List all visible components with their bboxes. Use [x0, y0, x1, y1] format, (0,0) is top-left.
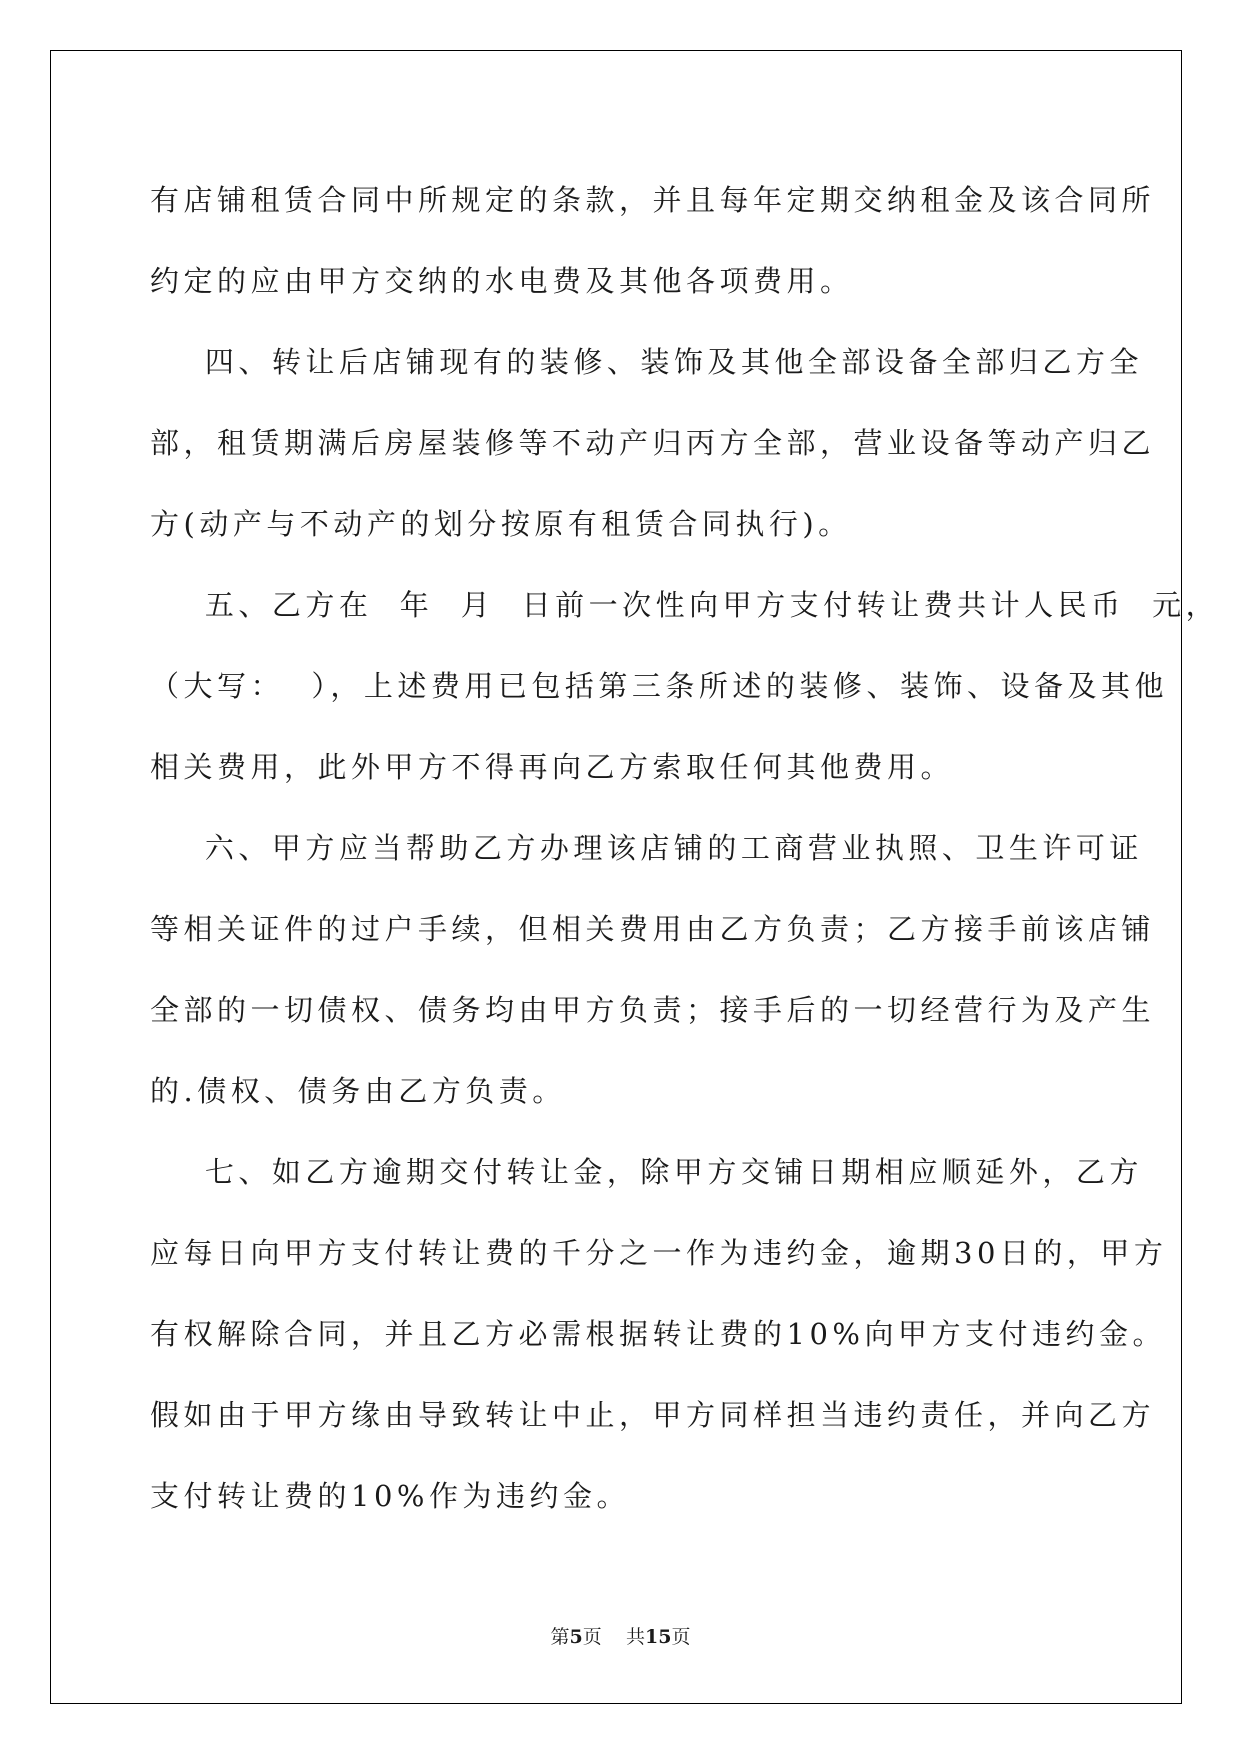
total-page-count: 15	[644, 1626, 672, 1648]
page-footer	[0, 1622, 1241, 1649]
text-line: 部，租赁期满后房屋装修等不动产归丙方全部，营业设备等动产归乙	[150, 426, 1156, 460]
text-line: 七、如乙方逾期交付转让金，除甲方交铺日期相应顺延外，乙方	[150, 1155, 1143, 1189]
footer-total-suffix: 页	[671, 1626, 691, 1648]
text-line: （大写： ），上述费用已包括第三条所述的装修、装饰、设备及其他	[150, 669, 1168, 703]
text-line: 方(动产与不动产的划分按原有租赁合同执行)。	[150, 507, 852, 541]
text-line: 支付转让费的10%作为违约金。	[150, 1479, 630, 1513]
footer-total-prefix: 共	[625, 1626, 645, 1648]
footer-prefix: 第	[550, 1626, 570, 1648]
text-line: 的.债权、债务由乙方负责。	[150, 1074, 566, 1108]
document-body	[150, 160, 1220, 1537]
text-line: 六、甲方应当帮助乙方办理该店铺的工商营业执照、卫生许可证	[150, 831, 1143, 865]
text-line: 约定的应由甲方交纳的水电费及其他各项费用。	[150, 264, 854, 298]
text-line: 等相关证件的过户手续，但相关费用由乙方负责；乙方接手前该店铺	[150, 912, 1156, 946]
text-line: 全部的一切债权、债务均由甲方负责；接手后的一切经营行为及产生	[150, 993, 1156, 1027]
text-line: 五、乙方在 年 月 日前一次性向甲方支付转让费共计人民币 元，	[150, 588, 1220, 622]
text-line: 应每日向甲方支付转让费的千分之一作为违约金，逾期30日的，甲方	[150, 1236, 1168, 1270]
text-line: 有店铺租赁合同中所规定的条款，并且每年定期交纳租金及该合同所	[150, 183, 1156, 217]
footer-page-suffix: 页	[582, 1626, 602, 1648]
current-page-number: 5	[569, 1626, 583, 1648]
text-line: 有权解除合同，并且乙方必需根据转让费的10%向甲方支付违约金。	[150, 1317, 1166, 1351]
text-line: 假如由于甲方缘由导致转让中止，甲方同样担当违约责任，并向乙方	[150, 1398, 1156, 1432]
text-line: 四、转让后店铺现有的装修、装饰及其他全部设备全部归乙方全	[150, 345, 1143, 379]
text-line: 相关费用，此外甲方不得再向乙方索取任何其他费用。	[150, 750, 955, 784]
